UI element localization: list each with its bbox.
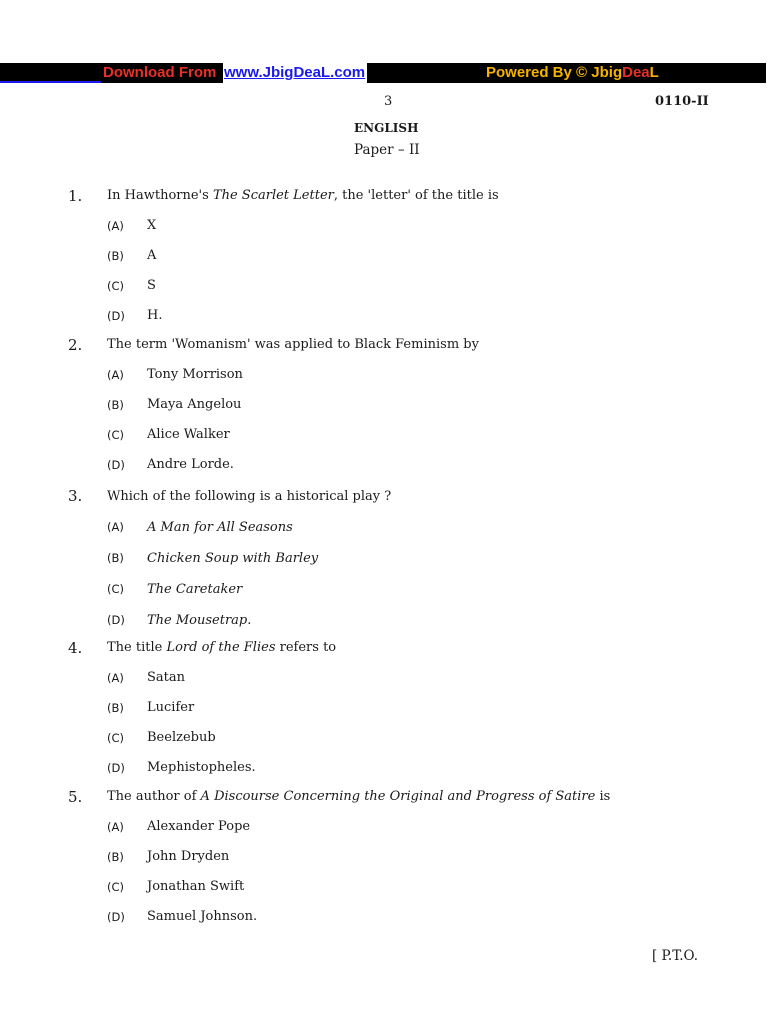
question-number: 4.	[68, 639, 83, 657]
option-label: (D)	[107, 309, 125, 323]
stem-text: The title	[107, 640, 167, 655]
question-3	[0, 481, 768, 636]
option-text: The Mousetrap.	[147, 613, 252, 628]
option-label: (B)	[107, 701, 124, 715]
option-text: Tony Morrison	[147, 367, 243, 382]
paper-code: 0110-II	[655, 94, 709, 109]
option-label: (B)	[107, 249, 124, 263]
option-b	[0, 543, 768, 574]
option-text: Andre Lorde.	[147, 457, 234, 472]
brand-name-part: L	[649, 64, 659, 81]
question-number: 1.	[68, 187, 83, 205]
stem-work-title: A Discourse Concerning the Original and Progress of Satire	[200, 789, 596, 804]
option-label: (D)	[107, 613, 125, 627]
option-c	[0, 271, 768, 301]
option-label: (A)	[107, 820, 124, 834]
option-text: A Man for All Seasons	[147, 520, 293, 535]
option-c	[0, 723, 768, 753]
option-a	[0, 512, 768, 543]
stem-text: The author of	[107, 789, 201, 804]
option-text: Alexander Pope	[147, 819, 251, 834]
question-text: Which of the following is a historical play ?	[107, 489, 392, 504]
powered-by-label	[486, 63, 659, 83]
question-stem	[0, 181, 768, 211]
option-d	[0, 605, 768, 636]
stem-text: In Hawthorne's	[107, 188, 213, 203]
option-text: A	[147, 248, 157, 263]
option-text: Beelzebub	[147, 730, 216, 745]
option-text: Samuel Johnson.	[147, 909, 258, 924]
brand-name-part: Dea	[622, 64, 650, 81]
option-label: (A)	[107, 219, 124, 233]
option-text: Satan	[147, 670, 186, 685]
option-d	[0, 450, 768, 480]
website-link[interactable]: www.JbigDeaL.com	[224, 64, 366, 81]
option-d	[0, 902, 768, 932]
stem-work-title: The Scarlet Letter	[212, 188, 334, 203]
option-label: (B)	[107, 551, 124, 565]
download-label: Download From	[103, 64, 217, 81]
question-stem	[0, 481, 768, 512]
option-a	[0, 360, 768, 390]
option-label: (A)	[107, 368, 124, 382]
option-d	[0, 753, 768, 783]
option-a	[0, 211, 768, 241]
option-text: X	[147, 218, 157, 233]
option-d	[0, 301, 768, 331]
option-text: Jonathan Swift	[147, 879, 245, 894]
subject-title: ENGLISH	[354, 121, 419, 135]
option-b	[0, 241, 768, 271]
option-label: (A)	[107, 520, 124, 534]
option-label: (C)	[107, 582, 125, 596]
powered-by-text: Powered By ©	[486, 64, 588, 81]
option-b	[0, 842, 768, 872]
option-a	[0, 663, 768, 693]
banner-underline	[0, 81, 101, 83]
option-label: (A)	[107, 671, 124, 685]
brand-name-part: Jbig	[591, 64, 623, 81]
question-stem	[0, 633, 768, 663]
question-4	[0, 633, 768, 783]
option-label: (B)	[107, 398, 124, 412]
paper-subtitle: Paper – II	[354, 142, 420, 158]
option-a	[0, 812, 768, 842]
question-number: 3.	[68, 487, 83, 505]
option-c	[0, 574, 768, 605]
option-label: (C)	[107, 279, 125, 293]
option-text: Mephistopheles.	[147, 760, 256, 775]
option-text: Alice Walker	[147, 427, 230, 442]
stem-text: , the 'letter' of the title is	[333, 188, 499, 203]
question-number: 2.	[68, 336, 83, 354]
question-5	[0, 782, 768, 932]
question-stem	[0, 330, 768, 360]
option-c	[0, 872, 768, 902]
option-text: Lucifer	[147, 700, 195, 715]
option-text: Chicken Soup with Barley	[147, 551, 319, 566]
option-text: S	[147, 278, 156, 293]
question-1	[0, 181, 768, 331]
stem-text: refers to	[275, 640, 337, 655]
question-text	[107, 181, 499, 211]
option-label: (C)	[107, 428, 125, 442]
question-text: The term 'Womanism' was applied to Black Feminism by	[107, 337, 479, 352]
please-turn-over: [ P.T.O.	[652, 948, 699, 964]
option-label: (D)	[107, 910, 125, 924]
option-label: (B)	[107, 850, 124, 864]
question-text	[107, 782, 610, 812]
stem-text: is	[595, 789, 611, 804]
page-number: 3	[384, 94, 393, 109]
option-label: (C)	[107, 880, 125, 894]
download-banner	[0, 63, 766, 83]
stem-work-title: Lord of the Flies	[166, 640, 276, 655]
option-text: Maya Angelou	[147, 397, 242, 412]
option-text: John Dryden	[147, 849, 230, 864]
option-text: The Caretaker	[147, 582, 243, 597]
question-2	[0, 330, 768, 480]
question-text	[107, 633, 336, 663]
option-text: H.	[147, 308, 163, 323]
option-label: (C)	[107, 731, 125, 745]
question-stem	[0, 782, 768, 812]
option-b	[0, 390, 768, 420]
option-b	[0, 693, 768, 723]
option-label: (D)	[107, 458, 125, 472]
option-label: (D)	[107, 761, 125, 775]
question-number: 5.	[68, 788, 83, 806]
option-c	[0, 420, 768, 450]
